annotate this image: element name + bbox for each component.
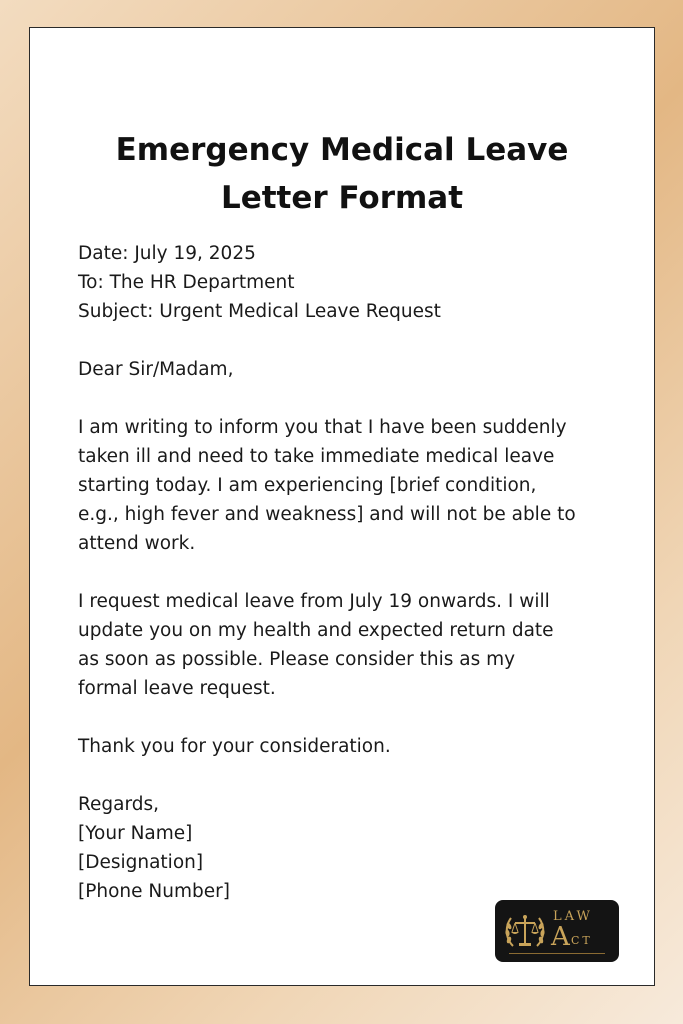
letter-header xyxy=(78,239,618,326)
logo-divider xyxy=(509,953,605,954)
law-act-logo xyxy=(495,900,619,962)
paragraph-1 xyxy=(78,413,618,558)
paragraph-2-line: I request medical leave from July 19 onwards. I will xyxy=(78,591,550,612)
salutation xyxy=(78,355,618,384)
subject-line: Subject: Urgent Medical Leave Request xyxy=(78,301,441,322)
thanks-paragraph xyxy=(78,732,618,761)
thanks-text: Thank you for your consideration. xyxy=(78,736,391,757)
scales-of-justice-icon xyxy=(503,908,547,954)
salutation-text: Dear Sir/Madam, xyxy=(78,359,234,380)
date-line: Date: July 19, 2025 xyxy=(78,243,256,264)
designation-placeholder: [Designation] xyxy=(78,852,204,873)
logo-law-text: LAW xyxy=(553,909,593,924)
paragraph-1-line: attend work. xyxy=(78,533,196,554)
paragraph-1-line: e.g., high fever and weakness] and will not be able to xyxy=(78,504,576,525)
paragraph-1-line: taken ill and need to take immediate medical leave xyxy=(78,446,555,467)
title-line-1: Emergency Medical Leave xyxy=(115,132,569,168)
name-placeholder: [Your Name] xyxy=(78,823,193,844)
paragraph-2-line: as soon as possible. Please consider this as my xyxy=(78,649,516,670)
regards-text: Regards, xyxy=(78,794,160,815)
phone-placeholder: [Phone Number] xyxy=(78,881,230,902)
logo-act-a: A xyxy=(551,922,570,952)
paragraph-2 xyxy=(78,587,618,703)
letter-body xyxy=(78,239,618,935)
to-line: To: The HR Department xyxy=(78,272,295,293)
paragraph-1-line: I am writing to inform you that I have been suddenly xyxy=(78,417,567,438)
paragraph-2-line: formal leave request. xyxy=(78,678,276,699)
paragraph-1-line: starting today. I am experiencing [brief condition, xyxy=(78,475,537,496)
paragraph-2-line: update you on my health and expected return date xyxy=(78,620,554,641)
page-title xyxy=(30,126,654,222)
title-line-2: Letter Format xyxy=(220,180,464,216)
letter-page xyxy=(29,27,655,986)
logo-act-ct: CT xyxy=(571,934,593,947)
closing-block xyxy=(78,790,618,906)
